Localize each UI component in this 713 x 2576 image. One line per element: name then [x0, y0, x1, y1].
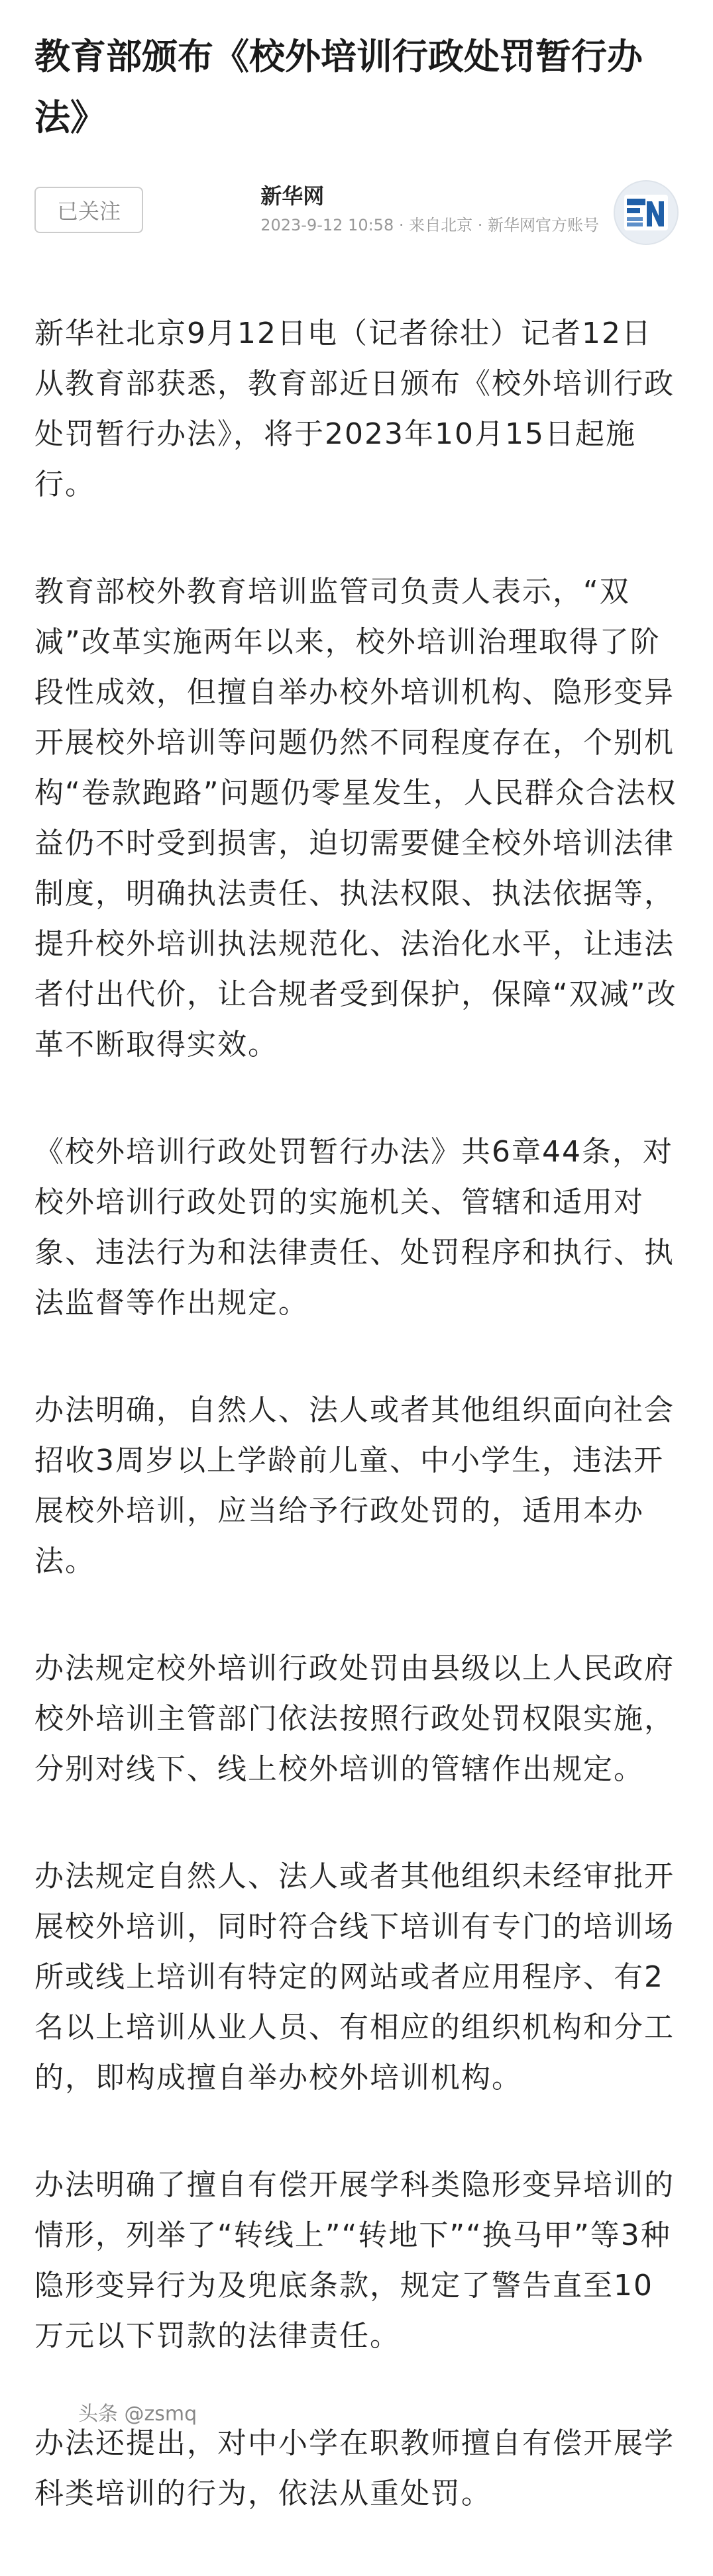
author-info: [260, 180, 599, 238]
paragraph: 办法规定校外培训行政处罚由县级以上人民政府校外培训主管部门依法按照行政处罚权限实施，分别对线下、线上校外培训的管辖作出规定。: [34, 1652, 675, 1786]
paragraph: 教育部校外教育培训监管司负责人表示，“双减”改革实施两年以来，校外培训治理取得了阶段性成效，但擅自举办校外培训机构、隐形变异开展校外培训等问题仍然不同程度存在，个别机构“卷款跑路”问题仍零星发生，人民群众合法权益仍不时受到损害，迫切需要健全校外培训法律制度，明确执法责任、执法权限、执法依据等，提升校外培训执法规范化、法治化水平，让违法者付出代价，让合规者受到保护，保障“双减”改革不断取得实效。: [34, 575, 677, 1062]
paragraph: 办法规定自然人、法人或者其他组织未经审批开展校外培训，同时符合线下培训有专门的培训场所或线上培训有特定的网站或者应用程序、有2名以上培训从业人员、有相应的组织机构和分工的，即构成擅自举办校外培训机构。: [34, 1859, 675, 2095]
author-bar: [34, 180, 679, 253]
paragraph: 《校外培训行政处罚暂行办法》共6章44条，对校外培训行政处罚的实施机关、管辖和适用对象、违法行为和法律责任、处罚程序和执行、执法监督等作出规定。: [34, 1135, 675, 1320]
paragraph: 办法还提出，对中小学在职教师擅自有偿开展学科类培训的行为，依法从重处罚。: [34, 2426, 675, 2510]
publish-meta: 2023-9-12 10:58 · 来自北京 · 新华网官方账号: [260, 216, 599, 234]
article-body: [34, 309, 679, 2519]
paragraph: 办法明确了擅自有偿开展学科类隐形变异培训的情形，列举了“转线上”“转地下”“换马甲”等3种隐形变异行为及兜底条款，规定了警告直至10万元以下罚款的法律责任。: [34, 2168, 675, 2353]
article-title: 教育部颁布《校外培训行政处罚暂行办法》: [34, 36, 643, 138]
xinhua-logo-icon: [615, 181, 677, 244]
paragraph: 办法明确，自然人、法人或者其他组织面向社会招收3周岁以上学龄前儿童、中小学生，违法开展校外培训，应当给予行政处罚的，适用本办法。: [34, 1393, 675, 1578]
paragraph: 新华社北京9月12日电（记者徐壮）记者12日从教育部获悉，教育部近日颁布《校外培训行政处罚暂行办法》，将于2023年10月15日起施行。: [34, 317, 675, 501]
watermark: 头条 @zsmq: [78, 2403, 197, 2426]
follow-button[interactable]: 已关注: [34, 187, 143, 233]
author-avatar[interactable]: [614, 180, 679, 245]
author-name[interactable]: 新华网: [260, 183, 325, 209]
article: [34, 26, 679, 2576]
